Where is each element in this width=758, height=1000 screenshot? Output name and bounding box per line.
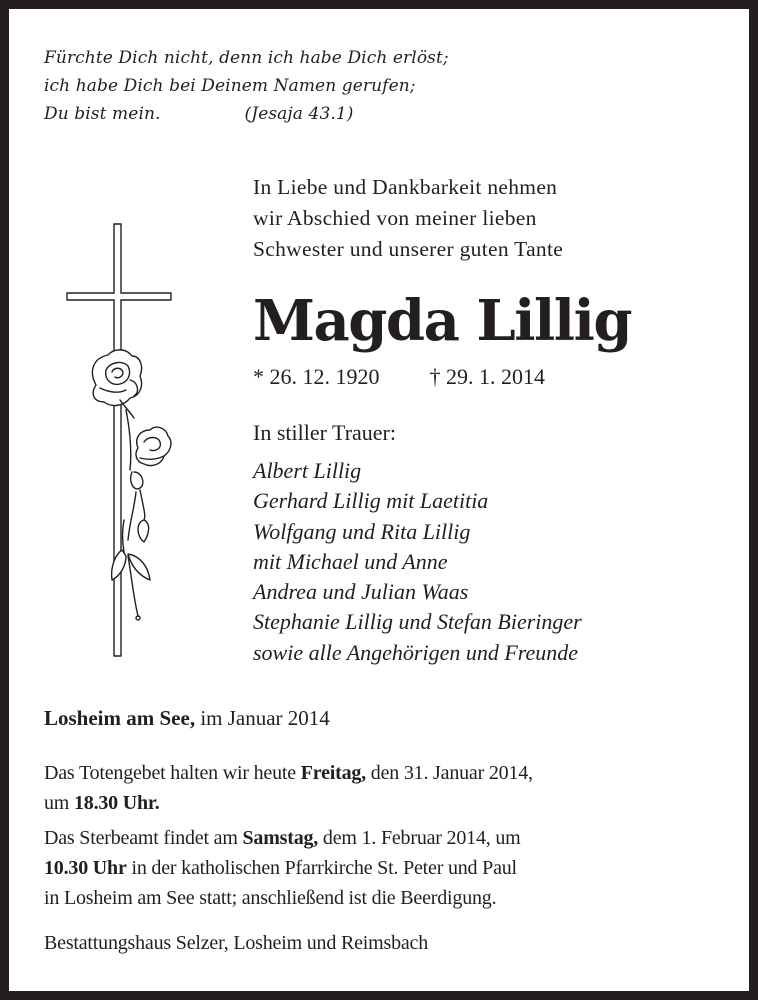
requiem-church: in der katholischen Pfarrkirche St. Peter und Paul bbox=[126, 857, 517, 879]
farewell-intro bbox=[253, 172, 563, 265]
requiem-notice bbox=[44, 823, 521, 913]
requiem-line-3: in Losheim am See statt; anschließend ist die Beerdigung. bbox=[44, 887, 497, 909]
prayer-line-2 bbox=[44, 788, 533, 818]
place-and-date bbox=[44, 703, 330, 733]
mourner-item: Andrea und Julian Waas bbox=[253, 579, 469, 605]
mourner-item: Albert Lillig bbox=[253, 458, 362, 483]
prayer-time: 18.30 Uhr. bbox=[73, 792, 160, 814]
death-date: † 29. 1. 2014 bbox=[429, 364, 545, 389]
verse-line-3 bbox=[44, 100, 449, 128]
intro-line-1: In Liebe und Dankbarkeit nehmen bbox=[253, 175, 558, 199]
verse-reference: (Jesaja 43.1) bbox=[244, 104, 354, 124]
prayer-day: Freitag, bbox=[300, 762, 366, 784]
requiem-time: 10.30 Uhr bbox=[44, 857, 127, 879]
intro-line-2: wir Abschied von meiner lieben bbox=[253, 206, 537, 230]
birth-date: * 26. 12. 1920 bbox=[253, 364, 380, 389]
mourner-item: Wolfgang und Rita Lillig bbox=[253, 518, 471, 544]
requiem-day: Samstag, bbox=[242, 827, 319, 849]
place-town: Losheim am See, bbox=[44, 706, 196, 730]
requiem-line-1 bbox=[44, 823, 521, 853]
prayer-line-1 bbox=[44, 758, 533, 788]
cross-with-roses-icon bbox=[60, 220, 180, 665]
mourners-label: In stiller Trauer: bbox=[253, 420, 396, 445]
mourners-list bbox=[253, 456, 582, 668]
prayer-date: den 31. Januar 2014, bbox=[365, 762, 533, 784]
undertaker-credit: Bestattungshaus Selzer, Losheim und Reimsbach bbox=[44, 932, 429, 954]
life-dates bbox=[253, 362, 545, 392]
intro-line-3: Schwester und unserer guten Tante bbox=[253, 237, 564, 261]
prayer-notice bbox=[44, 758, 533, 818]
mourner-item: Stephanie Lillig und Stefan Bieringer bbox=[253, 609, 582, 635]
mourner-item: sowie alle Angehörigen und Freunde bbox=[253, 639, 579, 665]
requiem-line-2 bbox=[44, 853, 521, 883]
verse-line-1: Fürchte Dich nicht, denn ich habe Dich erlöst; bbox=[44, 48, 449, 68]
deceased-name: Magda Lillig bbox=[253, 288, 631, 354]
mourner-item: mit Michael und Anne bbox=[253, 548, 448, 574]
place-date: im Januar 2014 bbox=[195, 706, 330, 730]
verse-line-3-text: Du bist mein. bbox=[44, 104, 161, 124]
prayer-text: Das Totengebet halten wir heute bbox=[44, 762, 301, 784]
prayer-um: um bbox=[44, 792, 74, 814]
bible-verse bbox=[44, 44, 449, 128]
verse-line-2: ich habe Dich bei Deinem Namen gerufen; bbox=[44, 76, 416, 96]
requiem-text: Das Sterbeamt findet am bbox=[44, 827, 243, 849]
mourner-item: Gerhard Lillig mit Laetitia bbox=[253, 488, 489, 514]
requiem-date: dem 1. Februar 2014, um bbox=[318, 827, 521, 849]
